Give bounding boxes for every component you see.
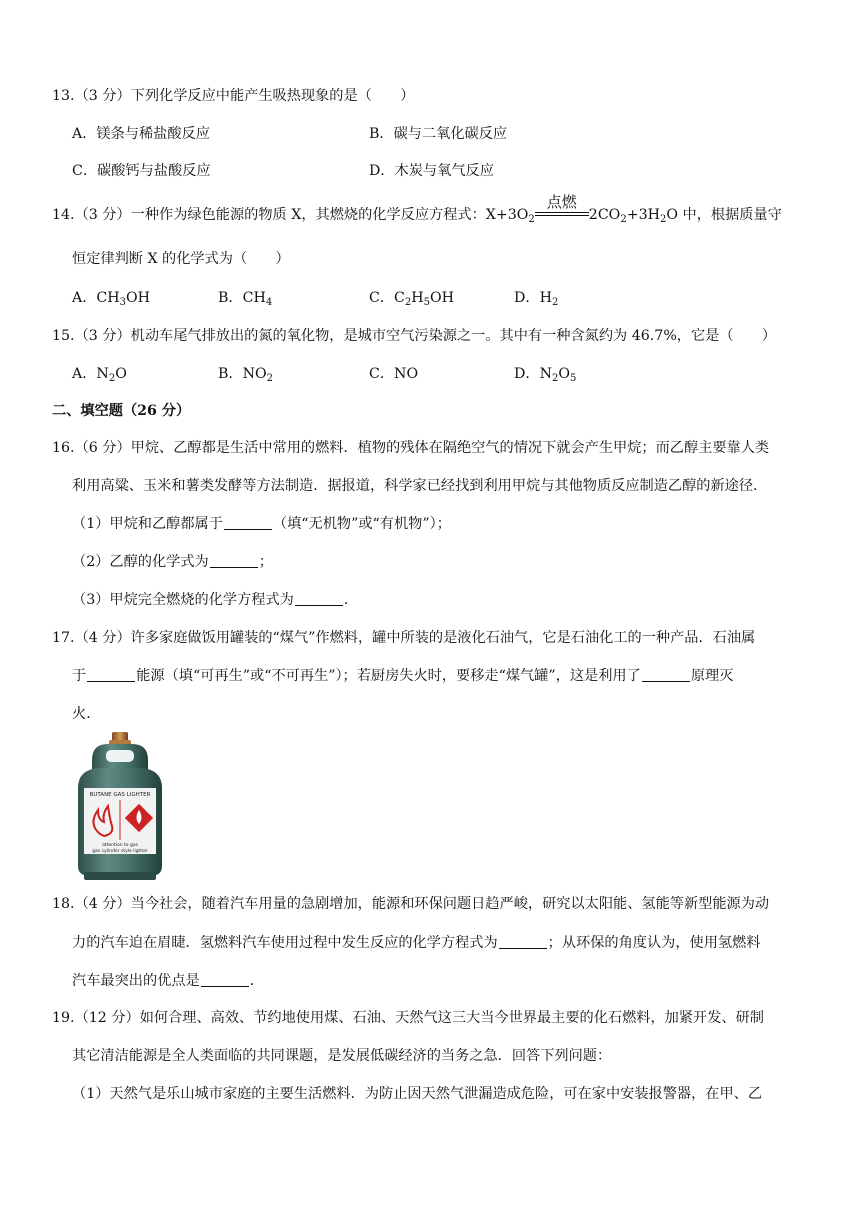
- answer-blank[interactable]: [499, 934, 547, 949]
- q16-line1: 16.（6 分）甲烷、乙醇都是生活中常用的燃料．植物的残体在隔绝空气的情况下就会产生甲烷；而乙醇主要靠人类: [52, 440, 770, 456]
- q13-stem: 13.（3 分）下列化学反应中能产生吸热现象的是（ ）: [52, 88, 415, 104]
- answer-blank[interactable]: [201, 972, 249, 987]
- q18-line1: 18.（4 分）当今社会，随着汽车用量的急剧增加，能源和环保问题日趋严峻，研究以太阳能、氢能等新型能源为动: [52, 896, 770, 912]
- q15-stem: 15.（3 分）机动车尾气排放出的氮的氧化物，是城市空气污染源之一。其中有一种含氮约为 46.7%，它是（ ）: [52, 328, 777, 344]
- q17-line2: 于 能源（填“可再生”或“不可再生”）；若厨房失火时，要移走“煤气罐”，这是利用了 原理灭: [72, 668, 734, 684]
- q14-option-b: B．$CH_4$: [218, 290, 273, 308]
- q14-option-d: D．$H_2$: [514, 290, 559, 308]
- q18-line2: 力的汽车迫在眉睫．氢燃料汽车使用过程中发生反应的化学方程式为 ；从环保的角度认为，使用氢燃料: [72, 935, 761, 951]
- q15-option-d: D．$N_2O_5$: [514, 366, 577, 384]
- q17-line3: 火．: [72, 706, 101, 722]
- answer-blank[interactable]: [642, 667, 690, 682]
- q17-line1: 17.（4 分）许多家庭做饭用罐装的“煤气”作燃料，罐中所装的是液化石油气，它是石油化工的一种产品．石油属: [52, 630, 756, 646]
- answer-blank[interactable]: [295, 591, 343, 606]
- q13-option-c: C．碳酸钙与盐酸反应: [72, 163, 211, 179]
- q13-option-d: D．木炭与氧气反应: [369, 163, 494, 179]
- q15-option-b: B．$NO_2$: [218, 366, 274, 384]
- q13-option-b: B．碳与二氧化碳反应: [369, 126, 508, 142]
- q16-sub3: （3）甲烷完全燃烧的化学方程式为 ．: [72, 592, 359, 608]
- q14-stem-line2: 恒定律判断 X 的化学式为（ ）: [72, 251, 290, 267]
- answer-blank[interactable]: [210, 553, 258, 568]
- q14-stem-line1: 14.（3 分）一种作为绿色能源的物质 X，其燃烧的化学反应方程式：$X+3O_2$ 点燃 $2CO_2+3H_2O$ 中，根据质量守: [52, 193, 782, 225]
- q14-option-a: A．$CH_3OH$: [72, 290, 151, 308]
- q15-option-c: C．NO: [369, 366, 419, 382]
- q19-line3: （1）天然气是乐山城市家庭的主要生活燃料．为防止因天然气泄漏造成危险，可在家中安装报警器，在甲、乙: [72, 1086, 763, 1102]
- q19-line1: 19.（12 分）如何合理、高效、节约地使用煤、石油、天然气这三大当今世界最主要的化石燃料，加紧开发、研制: [52, 1010, 764, 1026]
- section-heading: 二、填空题（26 分）: [52, 403, 191, 419]
- q14-option-c: C．$C_2H_5OH$: [369, 290, 455, 308]
- gas-cylinder-image: [70, 730, 170, 882]
- label-top-text: BUTANE GAS LIGHTER: [89, 792, 151, 798]
- q19-line2: 其它清洁能源是全人类面临的共同课题，是发展低碳经济的当务之急．回答下列问题：: [72, 1048, 612, 1064]
- label-bottom-text-2: gas cylinder style lighter: [92, 849, 148, 854]
- q16-sub2: （2）乙醇的化学式为 ；: [72, 554, 273, 570]
- q16-line2: 利用高粱、玉米和薯类发酵等方法制造．据报道，科学家已经找到利用甲烷与其他物质反应制造乙醇的新途径．: [72, 478, 768, 494]
- label-bottom-text-1: attention to gas: [102, 843, 138, 848]
- q16-sub1: （1）甲烷和乙醇都属于 （填“无机物”或“有机物”）；: [72, 516, 451, 532]
- q13-option-a: A．镁条与稀盐酸反应: [72, 126, 210, 142]
- reaction-arrow: [535, 193, 589, 225]
- q15-option-a: A．$N_2O$: [72, 366, 127, 384]
- answer-blank[interactable]: [87, 667, 135, 682]
- reaction-condition: 点燃: [546, 193, 577, 211]
- q18-line3: 汽车最突出的优点是 ．: [72, 973, 264, 989]
- answer-blank[interactable]: [224, 515, 272, 530]
